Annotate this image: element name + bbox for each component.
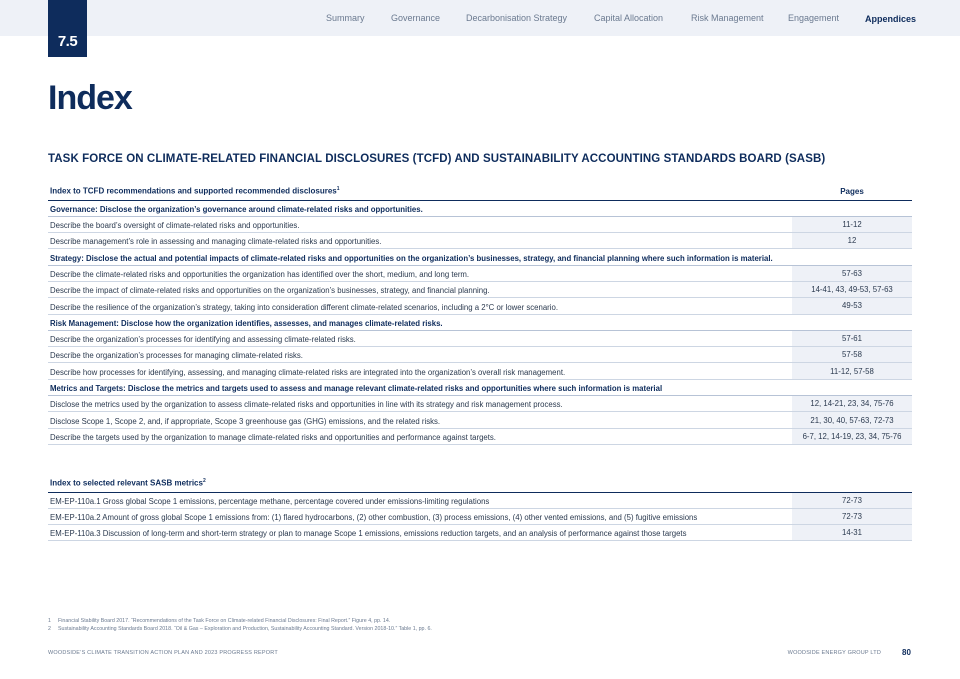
table-row <box>48 428 912 444</box>
row-text: Describe the impact of climate-related risks and opportunities on the organization’s businesses, strategy, and financial planning. <box>50 286 490 296</box>
row-text: Describe the targets used by the organization to manage climate-related risks and opportunities and performance against targets. <box>50 432 496 442</box>
table-row <box>48 216 912 232</box>
row-text: EM-EP-110a.2 Amount of gross global Scope 1 emissions from: (1) flared hydrocarbons, (2) other combustion, (3) process emissions, (4) other vented emissions, and (5) fugitive emissions <box>50 513 698 523</box>
nav-risk-management[interactable]: Risk Management <box>691 13 764 23</box>
row-text: EM-EP-110a.3 Discussion of long-term and short-term strategy or plan to manage Scope 1 emissions, emissions reduction targets, and an analysis of performance against those targets <box>50 529 687 539</box>
governance-group-title: Governance: Disclose the organization’s governance around climate-related risks and opportunities. <box>48 200 912 216</box>
nav-summary[interactable]: Summary <box>326 13 365 23</box>
footer-company: WOODSIDE ENERGY GROUP LTD <box>787 650 881 656</box>
strategy-group-title: Strategy: Disclose the actual and potential impacts of climate-related risks and opportunities on the organization’s businesses, strategy, and financial planning where such information is material. <box>48 249 912 265</box>
table-group-row <box>48 379 912 395</box>
table-row <box>48 525 912 541</box>
row-text: Describe the climate-related risks and opportunities the organization has identified over the short, medium, and long term. <box>50 269 470 279</box>
pages-header: Pages <box>840 186 864 196</box>
sasb-index-table <box>48 475 912 541</box>
footnote-2: 2 Sustainability Accounting Standards Board 2018. “Oil & Gas – Exploration and Production, Sustainability Accounting Standard. Version 2018-10.” Table 1, pp. 6. <box>48 626 432 632</box>
footnote-ref: 2 <box>202 478 206 485</box>
table-row <box>48 492 912 508</box>
row-pages: 14-41, 43, 49-53, 57-63 <box>792 281 912 297</box>
nav-decarbonisation-strategy[interactable]: Decarbonisation Strategy <box>466 13 568 23</box>
row-text: Disclose the metrics used by the organization to assess climate-related risks and opportunities in line with its strategy and risk management process. <box>50 400 563 410</box>
footnotes <box>48 617 432 633</box>
footnote-ref: 1 <box>336 186 340 193</box>
tcfd-header-label: Index to TCFD recommendations and supported recommended disclosures$^1$ <box>50 186 340 197</box>
table-row <box>48 363 912 379</box>
nav-appendices[interactable]: Appendices <box>865 14 917 24</box>
row-pages: 6-7, 12, 14-19, 23, 34, 75-76 <box>792 428 912 444</box>
row-text: Describe the organization’s processes for identifying and assessing climate-related risks. <box>50 335 356 345</box>
table-row <box>48 508 912 524</box>
sasb-header-label: Index to selected relevant SASB metrics$^2$ <box>50 478 206 489</box>
row-pages: 21, 30, 40, 57-63, 72-73 <box>792 412 912 428</box>
page-title: Index <box>48 79 132 117</box>
table-row <box>48 281 912 297</box>
row-text: Describe how processes for identifying, assessing, and managing climate-related risks are integrated into the organization’s overall risk management. <box>50 367 566 377</box>
row-pages: 72-73 <box>792 492 912 508</box>
nav-engagement[interactable]: Engagement <box>788 13 840 23</box>
top-navigation <box>0 13 960 27</box>
row-pages: 57-63 <box>792 265 912 281</box>
table-header-row <box>48 475 912 492</box>
table-group-row <box>48 200 912 216</box>
row-pages: 12 <box>792 233 912 249</box>
row-pages: 11-12 <box>792 216 912 232</box>
row-pages: 72-73 <box>792 508 912 524</box>
nav-governance[interactable]: Governance <box>391 13 441 23</box>
table-row <box>48 347 912 363</box>
page-number: 80 <box>902 648 911 657</box>
table-row <box>48 265 912 281</box>
row-pages: 14-31 <box>792 525 912 541</box>
table-row <box>48 396 912 412</box>
tcfd-index-table <box>48 183 912 445</box>
row-pages: 57-61 <box>792 330 912 346</box>
table-row <box>48 412 912 428</box>
table-row <box>48 233 912 249</box>
section-number-tab <box>48 0 87 57</box>
section-heading: TASK FORCE ON CLIMATE-RELATED FINANCIAL DISCLOSURES (TCFD) AND SUSTAINABILITY ACCOUNTING STANDARDS BOARD (SASB) <box>48 153 826 165</box>
row-pages: 49-53 <box>792 298 912 314</box>
row-pages: 12, 14-21, 23, 34, 75-76 <box>792 396 912 412</box>
footer-report-title: WOODSIDE’S CLIMATE TRANSITION ACTION PLAN AND 2023 PROGRESS REPORT <box>48 650 278 656</box>
table-header-row <box>48 183 912 200</box>
table-row <box>48 298 912 314</box>
row-text: Describe the board’s oversight of climate-related risks and opportunities. <box>50 221 300 231</box>
risk-group-title: Risk Management: Disclose how the organization identifies, assesses, and manages climate-related risks. <box>48 314 912 330</box>
table-group-row <box>48 314 912 330</box>
table-row <box>48 330 912 346</box>
row-pages: 57-58 <box>792 347 912 363</box>
row-text: Disclose Scope 1, Scope 2, and, if appropriate, Scope 3 greenhouse gas (GHG) emissions, and the related risks. <box>50 416 441 426</box>
row-text: Describe the resilience of the organization’s strategy, taking into consideration different climate-related scenarios, including a 2°C or lower scenario. <box>50 302 559 312</box>
nav-capital-allocation[interactable]: Capital Allocation <box>594 13 664 23</box>
footnote-1: 1 Financial Stability Board 2017. “Recommendations of the Task Force on Climate-related Financial Disclosures: Final Report.” Figure 4, pp. 14. <box>48 618 391 624</box>
section-number: 7.5 <box>57 33 78 50</box>
table-group-row <box>48 249 912 265</box>
row-text: EM-EP-110a.1 Gross global Scope 1 emissions, percentage methane, percentage covered under emissions-limiting regulations <box>50 496 490 506</box>
row-pages: 11-12, 57-58 <box>792 363 912 379</box>
metrics-group-title: Metrics and Targets: Disclose the metrics and targets used to assess and manage relevant climate-related risks and opportunities where such information is material <box>48 379 912 395</box>
row-text: Describe management’s role in assessing and managing climate-related risks and opportunities. <box>50 237 382 247</box>
row-text: Describe the organization’s processes for managing climate-related risks. <box>50 351 303 361</box>
